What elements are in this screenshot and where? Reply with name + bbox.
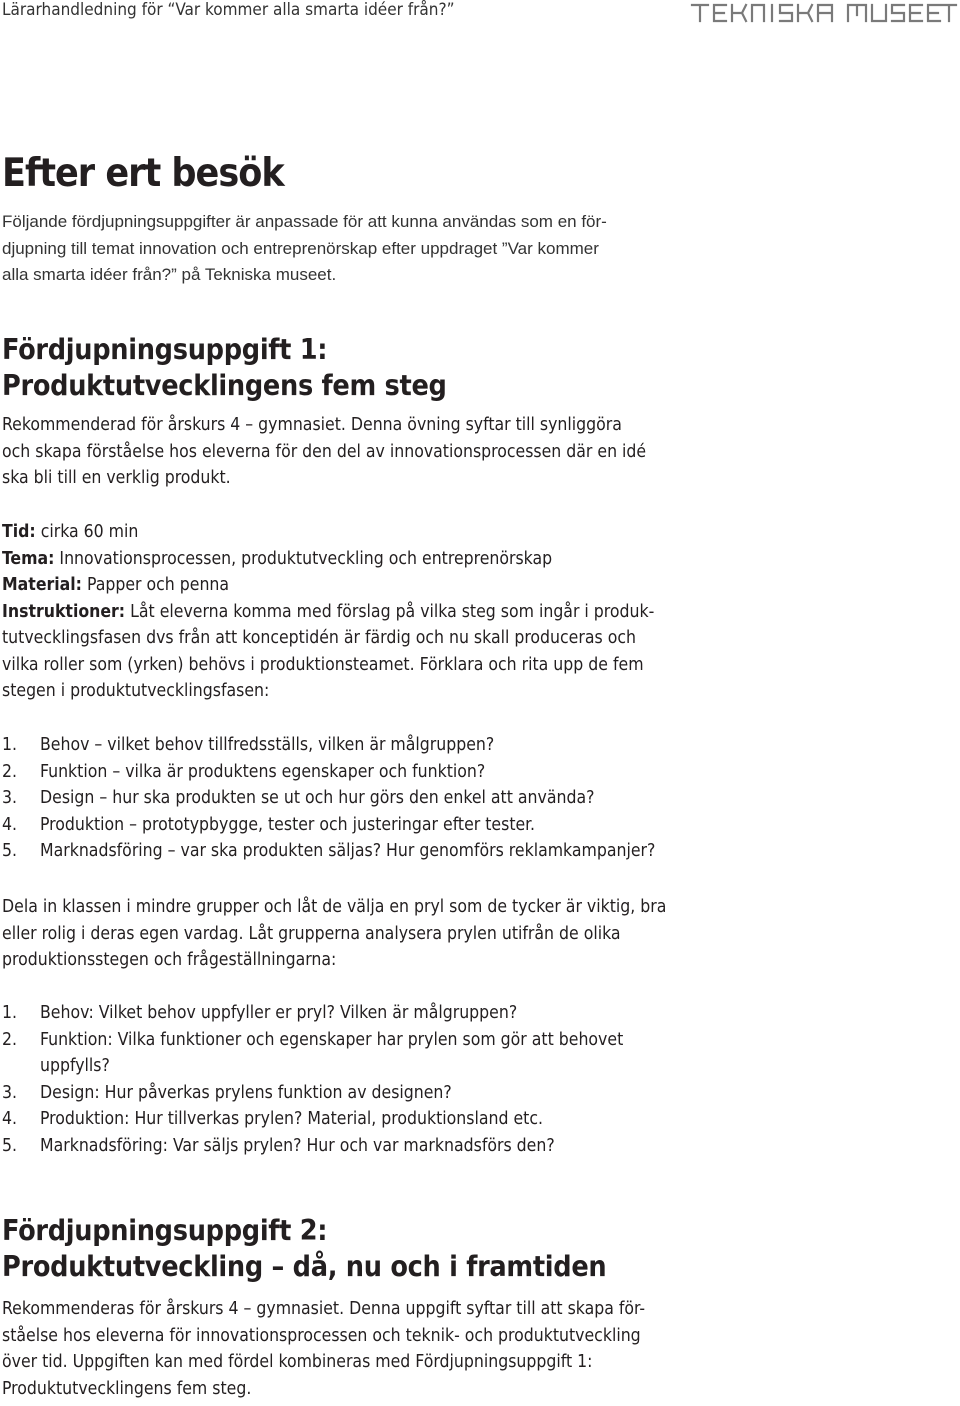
meta-instructions-label: Instruktioner: (2, 601, 126, 622)
tekniska-museet-logo (690, 2, 958, 24)
list-item-number: 5. (2, 1135, 18, 1156)
task2-desc-line: Produktutvecklingens fem steg. (2, 1378, 252, 1399)
intro-line: djupning till temat innovation och entreprenörskap efter uppdraget ”Var kommer (2, 238, 599, 258)
questions-list (2, 1000, 623, 1159)
list-item-text: Behov – vilket behov tillfredsställs, vilken är målgruppen? (40, 735, 495, 755)
task2-desc-line: ståelse hos eleverna för innovationsprocessen och teknik- och produktutveckling (2, 1325, 641, 1346)
steps-list (2, 732, 655, 865)
guide-title: Lärarhandledning för “Var kommer alla smarta idéer från?” (2, 0, 455, 20)
list-item-number: 3. (2, 1082, 18, 1103)
intro-paragraph (2, 209, 702, 289)
group-paragraph (2, 894, 702, 974)
list-item-number: 4. (2, 814, 18, 835)
meta-instructions-line: tutvecklingsfasen dvs från att konceptidén är färdig och nu skall produceras och (2, 628, 636, 648)
list-item (2, 1133, 623, 1160)
list-item-text: Funktion: Vilka funktioner och egenskaper har prylen som gör att behovet (40, 1029, 624, 1050)
list-item-text: Funktion – vilka är produktens egenskaper och funktion? (40, 761, 486, 782)
group-line: Dela in klassen i mindre grupper och låt de välja en pryl som de tycker är viktig, bra (2, 897, 667, 917)
task1-desc-line: och skapa förståelse hos eleverna för den del av innovationsprocessen där en idé (2, 441, 647, 462)
list-item-text: Design: Hur påverkas prylens funktion av designen? (40, 1082, 452, 1103)
meta-time-value: cirka 60 min (35, 522, 139, 542)
task2-title-line2: Produktutveckling – då, nu och i framtiden (2, 1250, 607, 1283)
list-item-text: Produktion – prototypbygge, tester och justeringar efter tester. (40, 814, 536, 835)
meta-instructions-value: Låt eleverna komma med förslag på vilka steg som ingår i produk- (125, 601, 655, 622)
task2-heading (2, 1213, 606, 1285)
task2-desc-line: Rekommenderas för årskurs 4 – gymnasiet. Denna uppgift syftar till att skapa för- (2, 1299, 646, 1319)
list-item-text-continued: uppfylls? (40, 1056, 110, 1076)
meta-instructions (2, 599, 702, 626)
meta-theme (2, 546, 702, 573)
list-item-text: Behov: Vilket behov uppfyller er pryl? Vilken är målgruppen? (40, 1003, 518, 1023)
task1-heading (2, 332, 447, 404)
meta-theme-value: Innovationsprocessen, produktutveckling och entreprenörskap (54, 548, 553, 569)
meta-instructions-line: vilka roller som (yrken) behövs i produktionsteamet. Förklara och rita upp de fem (2, 654, 644, 675)
list-item-number: 3. (2, 788, 18, 808)
list-item (2, 812, 655, 839)
list-item (2, 1106, 623, 1133)
group-line: eller rolig i deras egen vardag. Låt grupperna analysera prylen utifrån de olika (2, 923, 621, 944)
list-item-text: Marknadsföring – var ska produkten säljas? Hur genomförs reklamkampanjer? (40, 841, 656, 861)
list-item-number: 2. (2, 761, 18, 782)
list-item-number: 4. (2, 1109, 18, 1129)
list-item (2, 732, 655, 759)
task1-desc-line: Rekommenderad för årskurs 4 – gymnasiet. Denna övning syftar till synliggöra (2, 415, 622, 435)
meta-theme-label: Tema: (2, 548, 55, 569)
meta-material-value: Papper och penna (81, 575, 230, 595)
list-item (2, 785, 655, 812)
meta-time (2, 519, 702, 546)
list-item (2, 759, 655, 786)
task1-desc-line: ska bli till en verklig produkt. (2, 468, 231, 488)
meta-material-label: Material: (2, 575, 82, 595)
list-item (2, 1000, 623, 1027)
list-item-text: Marknadsföring: Var säljs prylen? Hur och var marknadsförs den? (40, 1135, 555, 1156)
task2-desc-line: över tid. Uppgiften kan med fördel kombineras med Fördjupningsuppgift 1: (2, 1352, 593, 1372)
task2-title-line1: Fördjupningsuppgift 2: (2, 1214, 328, 1247)
task1-meta (2, 519, 702, 705)
page-title: Efter ert besök (2, 151, 284, 196)
meta-material (2, 572, 702, 599)
list-item-text: Design – hur ska produkten se ut och hur görs den enkel att använda? (40, 788, 595, 808)
intro-line: alla smarta idéer från?” på Tekniska museet. (2, 265, 337, 284)
meta-time-label: Tid: (2, 522, 36, 542)
list-item-number: 1. (2, 735, 18, 755)
list-item (2, 1027, 623, 1080)
task1-title-line2: Produktutvecklingens fem steg (2, 369, 447, 402)
meta-instructions-line: stegen i produktutvecklingsfasen: (2, 681, 270, 701)
intro-line: Följande fördjupningsuppgifter är anpassade för att kunna användas som en för- (2, 212, 607, 231)
list-item (2, 838, 655, 865)
list-item-number: 5. (2, 841, 18, 861)
list-item-number: 1. (2, 1003, 18, 1023)
task2-description (2, 1296, 702, 1402)
task1-description (2, 412, 702, 492)
list-item (2, 1080, 623, 1107)
list-item-text: Produktion: Hur tillverkas prylen? Material, produktionsland etc. (40, 1109, 543, 1129)
list-item-number: 2. (2, 1029, 18, 1050)
task1-title-line1: Fördjupningsuppgift 1: (2, 333, 328, 366)
group-line: produktionsstegen och frågeställningarna: (2, 950, 337, 970)
